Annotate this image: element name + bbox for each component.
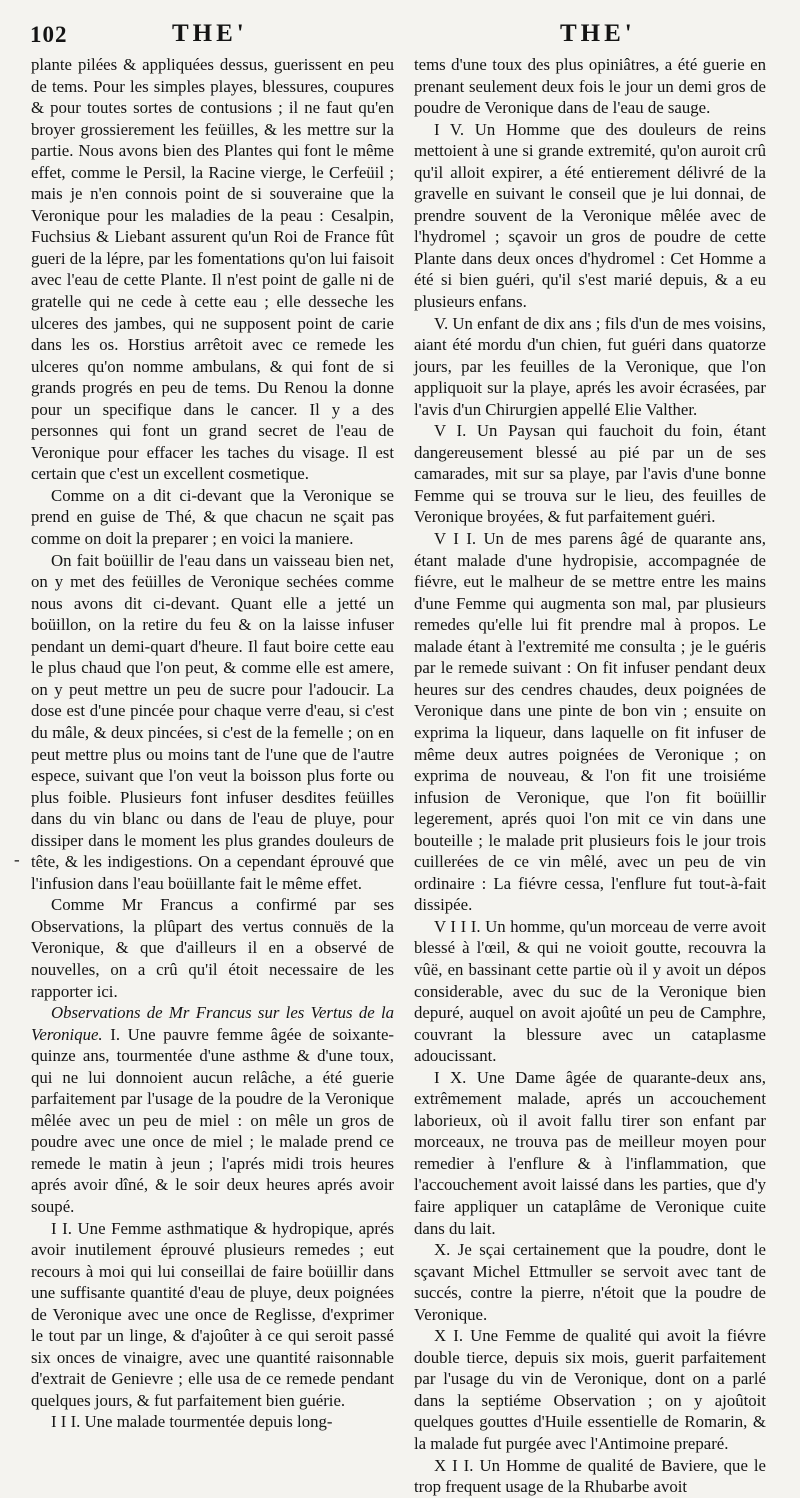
paragraph: Comme Mr Francus a confirmé par ses Observations, la plûpart des vertus connuës de la Veronique, & que d'ailleurs il en a observé de nouvelles, on a crû qu'il étoit necessaire de les rapporter ici. — [31, 895, 394, 1001]
paragraph: I X. Une Dame âgée de quarante-deux ans, extrêmement malade, aprés un accouchement laborieux, où il avoit fallu tirer son enfant par morceaux, ne trouva pas de meilleur moyen pour remedier à l'enflure & à l'inflammation, que l'accouchement avoit laissé dans les parties, que d'y faire appliquer un cataplâme de Veronique cuite dans du lait. — [414, 1067, 766, 1238]
observations-heading: Observations de Mr Francus sur les Vertus de la Veronique. — [31, 1003, 394, 1044]
paragraph: X I. Une Femme de qualité qui avoit la fiévre double tierce, depuis six mois, guerit parfaitement par l'usage du vin de Veronique, dont on a parlé dans la septiéme Observation ; on y ajoûtoit quelques gouttes d'Huile essentielle de Romarin, & la malade fut purgée avec l'Antimoine preparé. — [414, 1326, 766, 1453]
paragraph: Comme on a dit ci-devant que la Veronique se prend en guise de Thé, & que chacun ne sçait pas comme on doit la preparer ; en voici la maniere. — [31, 485, 394, 549]
page-number: 102 — [30, 22, 68, 47]
paragraph: I I I. Une malade tourmentée depuis long- — [51, 1412, 333, 1432]
paragraph: On fait boüillir de l'eau dans un vaisseau bien net, on y met des feüilles de Veronique sechées comme nous avons dit ci-devant. Quant elle a jetté un boüillon, on la retire du feu & on la laisse infuser pendant un demi-quart d'heure. Il faut boire cette eau le plus chaud que l'on peut, & comme elle est amere, on y peut mettre un peu de sucre pour l'adoucir. La dose est d'une pincée pour chaque verre d'eau, si c'est du mâle, & deux pincées, si c'est de la femelle ; on en peut mettre plus ou moins tant de l'une que de l'autre espece, suivant que l'on veut la boisson plus forte ou plus foible. Plusieurs font infuser desdites feüilles dans du vin blanc ou dans de l'eau de pluye, pour dissiper dans le moment les plus grandes douleurs de tête, & les indigestions. On a cependant éprouvé que l'infusion dans l'eau boüillante fait le même effet. — [31, 550, 394, 893]
paragraph: V I I I. Un homme, qu'un morceau de verre avoit blessé à l'œil, & qui ne voioit goutte, recouvra la vûë, en bassinant cette partie où il y avoit un dépos considerable, avec du suc de la Veronique bien depuré, auquel on avoit ajoûté un peu de Camphre, couvrant la blessure avec un cataplasme adoucissant. — [414, 916, 766, 1066]
paragraph: X. Je sçai certainement que la poudre, dont le sçavant Michel Ettmuller se servoit avec tant de succés, contre la pierre, n'étoit que la poudre de Veronique. — [414, 1240, 766, 1324]
right-column — [414, 54, 766, 1498]
paragraph: V I I. Un de mes parens âgé de quarante ans, étant malade d'une hydropisie, accompagnée de fiévre, eut le malheur de se mettre entre les mains d'une Femme qui augmenta son mal, par plusieurs remedes qu'elle lui fit prendre mal à propos. Le malade étant à l'extremité me consulta ; je le guéris par le remede suivant : On fit infuser pendant deux heures sur des cendres chaudes, deux poignées de Veronique dans une pinte de bon vin ; ensuite on exprima la liqueur, dans laquelle on fit infuser de même deux autres poignées de Veronique ; on exprima de nouveau, & l'on fit une troisiéme infusion de Veronique, que l'on fit boüillir legerement, aprés quoi l'on mit ce vin dans une bouteille ; le malade prit plusieurs fois le jour trois cuillerées de ce vin mêlé, avec un peu de vin ordinaire : La fiévre cessa, l'enflure fut tout-à-fait dissipée. — [414, 529, 766, 915]
paragraph: Observations de Mr Francus sur les Vertus de la Veronique. I. Une pauvre femme âgée de soixante-quinze ans, tourmentée d'une asthme & d'une toux, qui ne lui donnoient aucun relâche, a été guerie parfaitement par l'usage de la poudre de la Veronique mêlée avec un peu de miel : on mêle un gros de poudre avec une once de miel ; le malade prend ce remede le matin à jeun ; l'aprés midi trois heures aprés avoir dîné, & le soir deux heures aprés avoir soupé. — [31, 1003, 394, 1216]
left-column — [31, 54, 394, 1433]
margin-mark: - — [14, 850, 20, 869]
paragraph: V. Un enfant de dix ans ; fils d'un de mes voisins, aiant été mordu d'un chien, fut guéri dans quatorze jours, par les feuilles de la Veronique, que l'on appliquoit sur la playe, aprés les avoir écrasées, par l'avis d'un Chirurgien appellé Elie Valther. — [414, 313, 766, 419]
paragraph: tems d'une toux des plus opiniâtres, a été guerie en prenant seulement deux fois le jour un demi gros de poudre de Veronique dans de l'eau de sauge. — [414, 55, 766, 118]
paragraph: I V. Un Homme que des douleurs de reins mettoient à une si grande extremité, qu'on auroit crû qu'il alloit expirer, a été entierement délivré de la gravelle en suivant le conseil que je lui donnai, de prendre souvent de la Veronique mêlée avec de l'hydromel ; sçavoir un gros de poudre de cette Plante dans deux onces d'hydromel : Cet Homme a été si bien guéri, qu'il s'est marié depuis, & a eu plusieurs enfans. — [414, 119, 766, 312]
paragraph: X I I. Un Homme de qualité de Baviere, que le trop frequent usage de la Rhubarbe avoit — [414, 1455, 766, 1497]
running-head-right: THE' — [560, 20, 636, 47]
running-head-left: THE' — [172, 20, 248, 47]
paragraph: V I. Un Paysan qui fauchoit du foin, étant dangereusement blessé au pié par un de ses camarades, mit sur sa playe, par l'avis d'une bonne Femme qui se trouva sur le lieu, des feuilles de Veronique broyées, & fut parfaitement guéri. — [414, 421, 766, 527]
paragraph: I I. Une Femme asthmatique & hydropique, aprés avoir inutilement éprouvé plusieurs remedes ; eut recours à moi qui lui conseillai de faire boüillir dans une suffisante quantité d'eau de pluye, deux poignées de Veronique avec une once de Reglisse, d'exprimer le tout par un linge, & d'ajoûter à ce qui seroit passé six onces de vinaigre, avec une quantité raisonnable d'extrait de Genievre ; elle usa de ce remede pendant quelques jours, & fut parfaitement bien guérie. — [31, 1218, 394, 1410]
paragraph: plante pilées & appliquées dessus, guerissent en peu de tems. Pour les simples playes, blessures, coupures & pour toutes sortes de contusions ; il ne faut qu'en broyer grossierement les feüilles, & les mettre sur la partie. Nous avons bien des Plantes qui font le même effet, comme le Persil, la Racine vierge, le Cerfeüil ; mais je n'en connois point de si souveraine que la Veronique pour les maladies de la peau : Cesalpin, Fuchsius & Liebant assurent qu'un Roi de France fût gueri de la lépre, par les fomentations qu'on lui faisoit avec l'eau de cette Plante. Il n'est point de galle ni de gratelle qui ne cede à cette eau ; elle desseche les ulceres des jambes, qui ne supposent point de carie dans les os. Horstius arrêtoit avec ce remede les ulceres qu'on nomme ambulans, & qui font de si grands progrés en peu de tems. Du Renou la donne pour un specifique dans le cancer. Il y a des personnes qui font un grand secret de l'eau de Veronique pour effacer les taches du visage. Il est certain que c'est un excellent cosmetique. — [31, 55, 394, 484]
